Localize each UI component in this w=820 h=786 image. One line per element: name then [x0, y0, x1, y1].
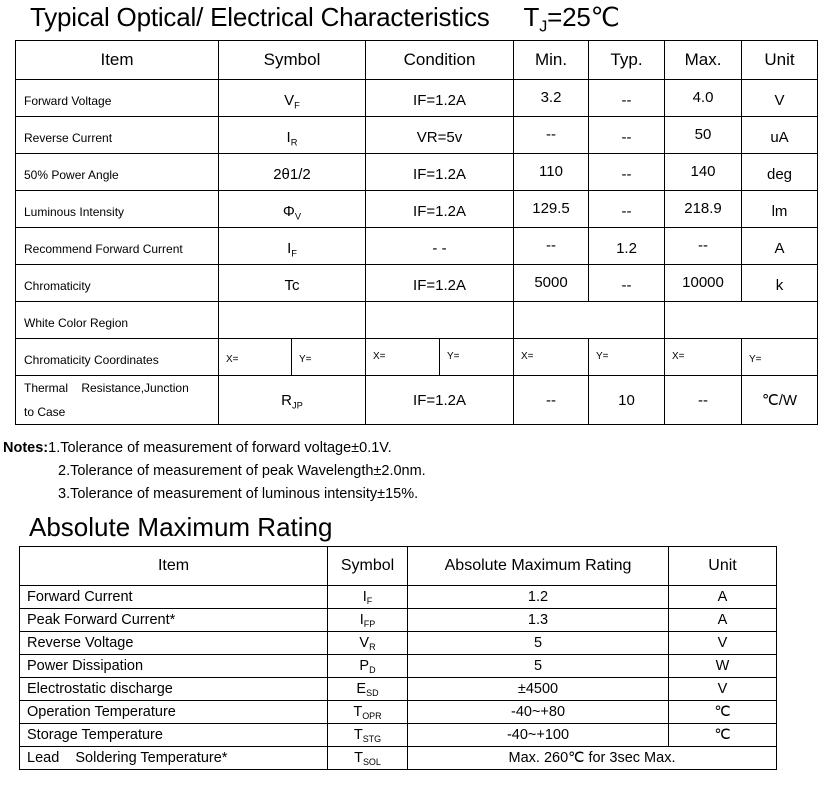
cell-item: White Color Region [16, 302, 219, 339]
cell-rating: -40~+80 [408, 701, 669, 724]
symbol-text: I [287, 240, 292, 257]
cell-symbol [219, 191, 366, 228]
note-3: 3.Tolerance of measurement of luminous intensity±15%. [58, 486, 419, 502]
cell-typ: 10 [589, 376, 665, 425]
cell-y: Y= [742, 339, 818, 376]
header-rating: Absolute Maximum Rating [408, 547, 669, 586]
section-title-absolute-maximum: Absolute Maximum Rating [29, 512, 333, 542]
cell-typ: 1.2 [589, 228, 665, 265]
cell-rating: Max. 260℃ for 3sec Max. [408, 747, 777, 770]
cell-item: Electrostatic discharge [20, 678, 328, 701]
header-condition: Condition [366, 41, 514, 80]
cell-empty [219, 302, 366, 339]
symbol-subscript: V [294, 211, 302, 222]
cell-unit: deg [742, 154, 818, 191]
cell-item: Operation Temperature [20, 701, 328, 724]
cell-condition: IF=1.2A [366, 376, 514, 425]
note-2: 2.Tolerance of measurement of peak Wavelength±2.0nm. [58, 463, 426, 479]
cell-symbol [328, 586, 408, 609]
cell-item: Lead Soldering Temperature* [20, 747, 328, 770]
symbol-text: T [353, 727, 363, 743]
header-symbol: Symbol [328, 547, 408, 586]
cell-max: 10000 [665, 265, 742, 302]
symbol-subscript: R [369, 642, 376, 653]
tj-subscript: J [539, 17, 548, 36]
cell-unit: V [669, 678, 777, 701]
cell-y: Y= [440, 339, 514, 376]
cell-x: X= [366, 339, 440, 376]
cell-symbol [328, 632, 408, 655]
symbol-subscript: F [291, 248, 297, 259]
cell-max: 4.0 [665, 80, 742, 117]
cell-unit: k [742, 265, 818, 302]
cell-unit: uA [742, 117, 818, 154]
cell-rating: 5 [408, 632, 669, 655]
cell-item: Chromaticity [16, 265, 219, 302]
symbol-subscript: JP [291, 399, 303, 410]
cell-min: -- [514, 117, 589, 154]
header-max: Max. [665, 41, 742, 80]
table-row [16, 117, 818, 154]
symbol-subscript: OPR [362, 711, 382, 722]
cell-condition: IF=1.2A [366, 80, 514, 117]
cell-symbol [219, 117, 366, 154]
table-row [16, 80, 818, 117]
title-text: Typical Optical/ Electrical Characteristics [30, 2, 490, 32]
cell-symbol [219, 265, 366, 302]
symbol-text: T [354, 750, 363, 766]
cell-item: Recommend Forward Current [16, 228, 219, 265]
cell-symbol [219, 228, 366, 265]
table-row [20, 586, 777, 609]
table-row [20, 747, 777, 770]
symbol-text: V [359, 635, 370, 651]
cell-x: X= [665, 339, 742, 376]
table-header-row [20, 547, 777, 586]
symbol-text: I [362, 589, 367, 605]
symbol-subscript: FP [363, 619, 376, 630]
header-unit: Unit [669, 547, 777, 586]
cell-rating: ±4500 [408, 678, 669, 701]
header-symbol: Symbol [219, 41, 366, 80]
table-row [20, 609, 777, 632]
symbol-text: I [286, 129, 291, 146]
cell-item: Luminous Intensity [16, 191, 219, 228]
symbol-subscript: SD [366, 688, 379, 699]
cell-condition: IF=1.2A [366, 154, 514, 191]
cell-symbol [328, 655, 408, 678]
cell-symbol [328, 609, 408, 632]
cell-typ: -- [589, 117, 665, 154]
cell-typ: -- [589, 265, 665, 302]
symbol-text: I [359, 612, 364, 628]
table-row [16, 154, 818, 191]
table-row [20, 701, 777, 724]
header-typ: Typ. [589, 41, 665, 80]
cell-item: Forward Current [20, 586, 328, 609]
header-item: Item [16, 41, 219, 80]
symbol-text: R [281, 391, 292, 409]
item-line-2: to Case [24, 405, 66, 419]
cell-item: Power Dissipation [20, 655, 328, 678]
cell-item: Reverse Current [16, 117, 219, 154]
cell-unit: ℃ [669, 724, 777, 747]
symbol-text: 2θ1/2 [273, 166, 311, 183]
cell-unit: A [669, 586, 777, 609]
note-1 [3, 437, 426, 460]
cell-item: Peak Forward Current* [20, 609, 328, 632]
cell-symbol [328, 724, 408, 747]
cell-unit: lm [742, 191, 818, 228]
cell-symbol [328, 701, 408, 724]
cell-min: 129.5 [514, 191, 589, 228]
thermal-resistance-row [16, 376, 818, 425]
symbol-text: P [359, 658, 370, 674]
cell-symbol [328, 747, 408, 770]
cell-min: 110 [514, 154, 589, 191]
cell-rating: 1.3 [408, 609, 669, 632]
cell-rating: 1.2 [408, 586, 669, 609]
symbol-text: Φ [282, 203, 295, 220]
notes-label: Notes: [3, 440, 49, 456]
table-row [16, 228, 818, 265]
cell-item: 50% Power Angle [16, 154, 219, 191]
cell-min: 5000 [514, 265, 589, 302]
cell-item: Forward Voltage [16, 80, 219, 117]
tj-symbol: T [523, 2, 540, 32]
symbol-text: Tc [284, 277, 300, 294]
header-item: Item [20, 547, 328, 586]
cell-unit: V [742, 80, 818, 117]
symbol-text: E [356, 681, 367, 697]
cell-item: Reverse Voltage [20, 632, 328, 655]
cell-unit: W [669, 655, 777, 678]
table-row [20, 655, 777, 678]
cell-unit: ℃ [669, 701, 777, 724]
cell-rating: -40~+100 [408, 724, 669, 747]
cell-condition: IF=1.2A [366, 265, 514, 302]
cell-x: X= [514, 339, 589, 376]
tj-value: =25℃ [547, 2, 620, 32]
header-unit: Unit [742, 41, 818, 80]
cell-empty [514, 302, 665, 339]
cell-typ: -- [589, 154, 665, 191]
cell-symbol [219, 376, 366, 425]
cell-max: 218.9 [665, 191, 742, 228]
cell-y: Y= [292, 339, 366, 376]
cell-typ: -- [589, 191, 665, 228]
table-row [20, 632, 777, 655]
note-text: 1.Tolerance of measurement of forward voltage±0.1V. [48, 440, 392, 456]
symbol-subscript: SOL [362, 757, 381, 768]
cell-max: -- [665, 376, 742, 425]
table-row [20, 678, 777, 701]
table-row [20, 724, 777, 747]
cell-symbol [328, 678, 408, 701]
absolute-maximum-rating-table [19, 546, 777, 770]
cell-unit: A [742, 228, 818, 265]
cell-rating: 5 [408, 655, 669, 678]
cell-condition: IF=1.2A [366, 191, 514, 228]
chromaticity-coordinates-row [16, 339, 818, 376]
junction-temperature-label [523, 2, 620, 36]
symbol-text: V [284, 92, 295, 109]
table-row [16, 191, 818, 228]
cell-min: -- [514, 228, 589, 265]
cell-symbol [219, 154, 366, 191]
cell-symbol [219, 80, 366, 117]
cell-max: -- [665, 228, 742, 265]
cell-unit: V [669, 632, 777, 655]
section-title-optical-electrical [30, 2, 620, 36]
table-header-row [16, 41, 818, 80]
cell-condition: VR=5v [366, 117, 514, 154]
item-line-1: Thermal Resistance,Junction [24, 381, 189, 395]
cell-unit: A [669, 609, 777, 632]
symbol-subscript: D [369, 665, 376, 676]
cell-empty [665, 302, 818, 339]
cell-min: 3.2 [514, 80, 589, 117]
notes [3, 437, 426, 506]
cell-unit: ℃/W [742, 376, 818, 425]
symbol-subscript: F [294, 100, 300, 111]
cell-max: 50 [665, 117, 742, 154]
cell-y: Y= [589, 339, 665, 376]
symbol-subscript: STG [362, 734, 382, 745]
cell-x: X= [219, 339, 292, 376]
cell-min: -- [514, 376, 589, 425]
cell-item: Storage Temperature [20, 724, 328, 747]
white-color-region-row [16, 302, 818, 339]
header-min: Min. [514, 41, 589, 80]
optical-electrical-table [15, 40, 818, 425]
cell-item [16, 376, 219, 425]
cell-empty [366, 302, 514, 339]
table-row [16, 265, 818, 302]
cell-condition: - - [366, 228, 514, 265]
cell-typ: -- [589, 80, 665, 117]
symbol-subscript: F [366, 596, 373, 607]
cell-item: Chromaticity Coordinates [16, 339, 219, 376]
cell-max: 140 [665, 154, 742, 191]
symbol-subscript: R [290, 137, 298, 148]
symbol-text: T [353, 704, 363, 720]
